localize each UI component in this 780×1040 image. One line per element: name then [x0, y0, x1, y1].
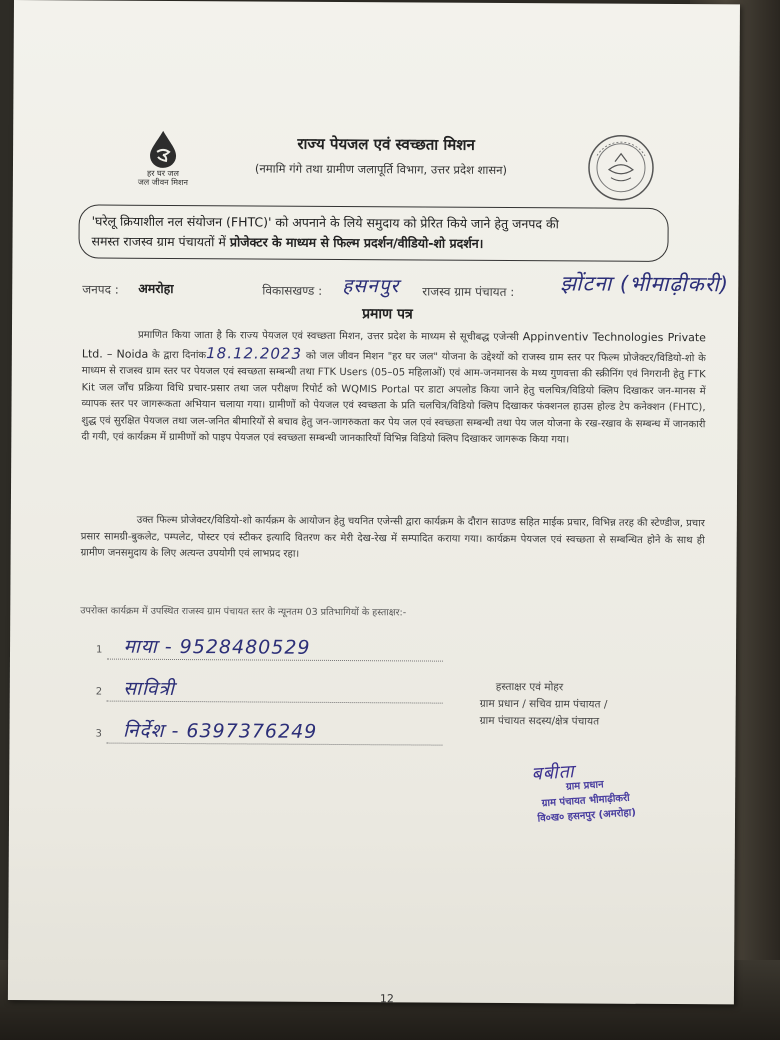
participant-row-3 — [95, 717, 455, 747]
banner-line2-plain: समस्त राजस्व ग्राम पंचायतों में — [91, 233, 230, 250]
banner-line1: 'घरेलू क्रियाशील नल संयोजन (FHTC)' को अपनाने के लिये समुदाय को प्रेरित किये जाने हेतु जनपद की — [91, 213, 559, 232]
signature-line2: ग्राम प्रधान / सचिव ग्राम पंचायत / — [479, 697, 608, 711]
stamp-line3: वि०ख० हसनपुर (अमरोहा) — [537, 807, 637, 825]
stamp-line2: ग्राम पंचायत भीमाढ़ीकरी — [541, 792, 631, 810]
participant-signature: निर्देश - 6397376249 — [107, 717, 443, 746]
para1-part3: को जल जीवन मिशन "हर घर जल" योजना के उद्देश्यों को राजस्व ग्राम स्तर पर फिल्म प्रोजेक्टर/विडियो-शो के माध्यम से राजस्व ग्राम स्तर पर पेयजल एवं स्वच्छता सम्बन्धी तथा FTK Users (05–05 महिलाओं) एवं आम-जनमानस के मध्य गुणवत्ता की स्क्रीनिंग एवं निगरानी हेतु FTK Kit जल जाँच प्रक्रिया विधि प्रचार-प्रसार तथा जल परीक्षण रिपोर्ट को WQMIS Portal पर डाटा अपलोड किया जाने हेतु चलचित्र/विडियो क्लिप दिखाकर जन-मानस में व्यापक स्तर पर जागरूकता अभियान चलाया गया। ग्रामीणों को पेयजल एवं स्वच्छता के प्रति चलचित्र/विडियो क्लिप दिखाकर फंक्शनल हाउस होल्ड टेप कनेक्शन (FHTC), शुद्ध एवं सुरक्षित पेयजल तथा जल-जनित बीमारियों से बचाव हेतु जन-जागरुकता कर पेय जल एवं स्वच्छता सम्बन्धी तथा पेय जल योजना के रख-रखाव के सम्बन्ध में जानकारी दी गयी, एवं कार्यक्रम में ग्रामीणों को पाइप पेयजल एवं स्वच्छता सम्बन्धी जानकारियाँ विभिन्न विडियो क्लिप दिखाकर जागरूक किया गया। — [81, 350, 706, 446]
banner-line2 — [91, 231, 655, 254]
panchayat-label: राजस्व ग्राम पंचायत : — [422, 284, 515, 300]
participants-intro: उपरोक्त कार्यक्रम में उपस्थित राजस्व ग्राम पंचायत स्तर के न्यूनतम 03 प्रतिभागियों के हस्ताक्षर:- — [80, 605, 407, 619]
district-label: जनपद : — [82, 282, 119, 297]
participant-row-1 — [96, 633, 456, 663]
document-page — [8, 0, 740, 1004]
stamp-signature: बबीता — [530, 761, 576, 785]
signature-line1: हस्ताक्षर एवं मोहर — [495, 680, 564, 694]
header-subtitle: (नमामि गंगे तथा ग्रामीण जलापूर्ति विभाग, उत्तर प्रदेश शासन) — [254, 161, 508, 178]
signature-block — [480, 679, 608, 731]
block-label: विकासखण्ड : — [262, 283, 323, 298]
signature-line3: ग्राम पंचायत सदस्य/क्षेत्र पंचायत — [479, 714, 600, 728]
subject-banner — [78, 204, 668, 262]
certificate-title: प्रमाण पत्र — [362, 306, 413, 323]
logo-text-line1: हर घर जल — [146, 168, 179, 179]
certificate-paragraph-2: उक्त फिल्म प्रोजेक्टर/विडियो-शो कार्यक्रम के आयोजन हेतु चयनित एजेन्सी द्वारा कार्यक्रम के दौरान साउण्ड सहित माईक प्रचार, विभिन्न तरह की स्टेण्डीज, प्रचार प्रसार सामग्री-बुकलेट, पम्पलेट, पोस्टर एवं स्टीकर इत्यादि वितरण कर मेरी देख-रेख में सम्पादित कराया गया। कार्यक्रम पेयजल एवं स्वच्छता से सम्बन्धित होने के साथ ही ग्रामीण जनसमुदाय के लिए अत्यन्त उपयोगी एवं लाभप्रद रहा। — [80, 514, 705, 560]
para1-part1: प्रमाणित किया जाता है कि राज्य पेयजल एवं स्वच्छता मिशन, उत्तर प्रदेश के माध्यम से सूचीबद्ध एजेन्सी — [137, 329, 523, 344]
para1-part2: के द्वारा दिनांक — [148, 349, 207, 361]
participant-signature: माया - 9528480529 — [107, 633, 443, 662]
page-number: 12 — [379, 992, 394, 1006]
stamp-line1: ग्राम प्रधान — [565, 779, 604, 793]
participant-row-2 — [96, 675, 456, 705]
participant-num: 3 — [95, 728, 102, 740]
certificate-paragraph-1 — [81, 326, 706, 449]
block-value: हसनपुर — [342, 275, 400, 298]
participant-num: 1 — [95, 644, 103, 656]
date-value: 18.12.2023 — [206, 343, 303, 363]
district-value: अमरोहा — [138, 280, 174, 296]
pradhan-stamp — [501, 758, 670, 838]
logo-text-line2: जल जीवन मिशन — [137, 177, 188, 188]
panchayat-value: झोंटना (भीमाढ़ीकरी) — [560, 271, 730, 297]
banner-line2-bold: प्रोजेक्टर के माध्यम से फिल्म प्रदर्शन/वीडियो-शो प्रदर्शन। — [229, 234, 484, 251]
header-title: राज्य पेयजल एवं स्वच्छता मिशन — [297, 134, 475, 154]
participant-num: 2 — [95, 686, 103, 698]
agency-name: Appinventiv Technologies Private Ltd. – Noida — [81, 330, 706, 361]
participant-signature: सावित्री — [107, 675, 443, 704]
